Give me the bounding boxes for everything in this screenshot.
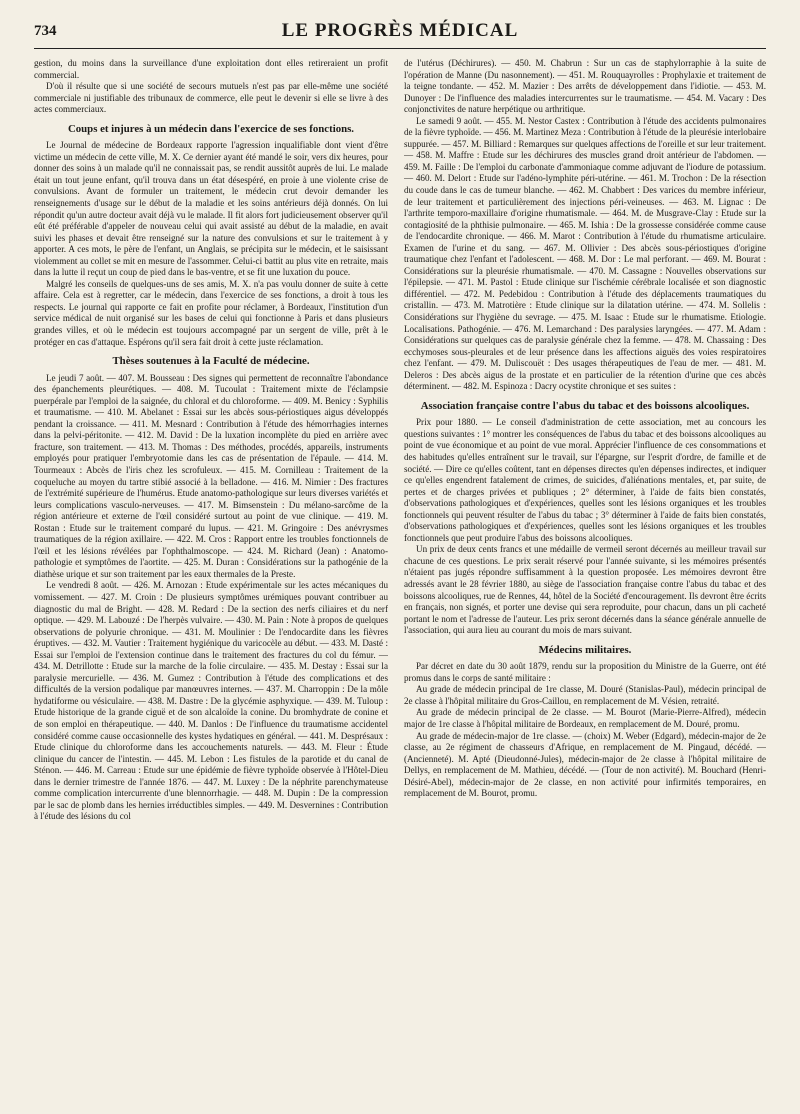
section-heading-coups: Coups et injures à un médecin dans l'exercice de ses fonctions. (67, 122, 355, 135)
paragraph: Le Journal de médecine de Bordeaux rapporte l'agression inqualifiable dont vient d'être victime un médecin de cette ville, M. X. Ce dernier ayant été mandé le soir, vers dix heures, pour donner des soins à un malade qu'il ne connaissait pas, se rendit aussitôt auprès de lui. Le malade était un tout jeune enfant, qu'il trouva dans un état désespéré, en proie à une violente crise de convulsions. Avant de formuler un traitement, le médecin crut devoir demander les renseignements d'usage sur le début de la maladie et les soins antérieurs déjà donnés. On lui répondit qu'un autre docteur avait déjà vu le malade. Il fit alors fort judicieusement observer qu'il eût été préférable d'appeler de nouveau celui qui avait assisté au début de la maladie, en avait suivi les phases et devait être renseigné sur la nature des convulsions et sur le traitement à y apporter. A ces mots, le père de l'enfant, un Anglais, se précipita sur le médecin, et le saisissant violemment au collet se mit en mesure de l'assommer. Celui-ci battit au plus vite en retraite, mais dans la lutte il reçut un coup de pied dans le bas-ventre, et se fit une luxation du pouce. (34, 140, 388, 278)
paragraph: Le jeudi 7 août. — 407. M. Bousseau : Des signes qui permettent de reconnaître l'abondance des épanchements pleurétiques. — 408. M. Tucoulat : Traitement mixte de l'éclampsie puerpérale par l'emploi de la saignée, du chloral et du chloroforme. — 409. M. Benicy : Syphilis et traumatisme. — 410. M. Abelanet : Essai sur les abcès sous-périostiques aigus développés pendant la croissance. — 411. M. Mesnard : Contribution à l'étude des hémorrhagies internes dans la pelvi-péritonite. — 412. M. David : De la luxation incomplète du pied en arrière avec fracture, son traitement. — 413. M. Thomas : Des méthodes, procédés, appareils, instruments employés pour pratiquer l'embryotomie dans les cas de présentation de l'épaule. — 414. M. Tourmeaux : Abcès de l'iris chez les scrofuleux. — 415. M. Cornilleau : Traitement de la coqueluche au moyen du tartre stibié associé à la belladone. — 416. M. Nimier : Des fractures de l'extrémité supérieure de l'humérus. Etude anatomo-pathologique sur leurs diverses variétés et leurs complications vasculo-nerveuses. — 417. M. Bimsenstein : Du mélano-sarcôme de la région antérieure et externe de l'œil considéré surtout au point de vue clinique. — 419. M. Rostan : Etude sur le traitement comparé du lupus. — 421. M. Gringoire : Des anévrysmes traumatiques de la région axillaire. — 422. M. Cros : Rapport entre les troubles fonctionnels de l'œil et les lésions révélées par l'ophthalmoscope. — 424. M. Richard (Jean) : Anatomo-pathologie et symptômes de l'aortite. — 425. M. Duran : Considérations sur la pathogénie de la diathèse urique et sur son traitement par les eaux thermales de la Preste. (34, 372, 388, 579)
paragraph: D'où il résulte que si une société de secours mutuels n'est pas par elle-même une société commerciale ni justifiable des tribunaux de commerce, elle peut le devenir si elle se livre à des actes commerciaux. (34, 81, 388, 115)
paragraph: Au grade de médecin principal de 1re classe, M. Douré (Stanislas-Paul), médecin principal de 2e classe à l'hôpital militaire du Gros-Caillou, en remplacement de M. Vésien, retraité. (404, 684, 766, 706)
paragraph: Au grade de médecin-major de 1re classe. — (choix) M. Weber (Edgard), médecin-major de 2e classe, au 2e régiment de chasseurs d'Afrique, en remplacement de M. Pingaud, décédé. — (Ancienneté). M. Apté (Dieudonné-Jules), médecin-major de 2e classe à l'hôpital militaire de Dellys, en remplacement de M. Mathieu, décédé. — (Tour de non activité). M. Bouchard (Henri-Désiré-Abel), médecin-major de 2e classe, en non activité pour infirmités temporaires, en remplacement de M. Bourot, promu. (404, 730, 766, 799)
paragraph: Prix pour 1880. — Le conseil d'administration de cette association, met au concours les questions suivantes : 1° montrer les conséquences de l'abus du tabac et des boissons alcooliques au point de vue économique et au point de vue moral. Apprécier l'influence de ces consommations et des habitudes qu'elles entraînent sur le travail, sur l'épargne, sur l'esprit d'ordre, de famille et de société. — Dire ce qu'elles coûtent, tant en dépenses directes qu'en dépenses indirectes, et indiquer ce qu'elles engendrent fatalement de crimes, de suicides, d'aliénations mentales, et, par suite, de pertes et de charges privées et publiques ; 2° déterminer, à l'aide de faits bien constatés, d'observations pathologiques et d'expériences, quelles sont les lésions organiques et les troubles fonctionnels qui peuvent résulter de l'abus du tabac ; 3° déterminer à l'aide de faits bien constatés, d'observations pathologiques et d'expériences, quelles sont les lésions organiques et les troubles fonctionnels que peut produire l'abus des boissons alcooliques. (404, 417, 766, 543)
page-number: 734 (34, 23, 57, 39)
paragraph: Un prix de deux cents francs et une médaille de vermeil seront décernés au meilleur travail sur chacune de ces questions. Le prix serait réservé pour l'année suivante, si les mémoires présentés n'étaient pas jugés répondre suffisamment à la question proposée. Les mémoires devront être adressés avant le 28 février 1880, au siège de l'association française contre l'abus du tabac et des boissons alcooliques, rue de Rennes, 44, hôtel de la Société d'encouragement. Ils devront être écrits en français, non signés, et porter une devise qui sera reproduite, pour chacun, dans un pli cacheté portant le nom et l'adresse de l'auteur. Les prix seront décernés dans la séance générale annuelle de l'association, qui aura lieu au courant du mois de mars suivant. (404, 544, 766, 636)
right-column (404, 58, 766, 1104)
section-heading-association: Association française contre l'abus du tabac et des boissons alcooliques. (420, 399, 750, 412)
paragraph: Le vendredi 8 août. — 426. M. Arnozan : Etude expérimentale sur les actes mécaniques du vomissement. — 427. M. Croin : De plusieurs symptômes urémiques pouvant contribuer au diagnostic du mal de Bright. — 428. M. Redard : De la section des nerfs ciliaires et du nerf optique. — 429. M. Labouzé : De l'herpès vulvaire. — 430. M. Pain : Note à propos de quelques observations de polyurie chronique. — 431. M. Moulinier : De l'endocardite dans les fièvres éruptives. — 432. M. Vautier : Traitement hygiénique du varicocèle au début. — 433. M. Dasté : Essai sur l'emploi de l'extension continue dans le traitement des fractures du col du fémur. — 434. M. Detrillotte : Etude sur la marche de la folie circulaire. — 435. M. Destay : Essai sur la paralysie mercurielle. — 436. M. Gumez : Contribution à l'étude des complications et des difficultés de la version podalique par manœuvres internes. — 437. M. Charroppin : De la môle hydatiforme ou vésiculaire. — 438. M. Dastre : De la glycémie asphyxique. — 439. M. Tuloup : Etude historique de la grande ciguë et de son alcaloïde la conine. Du bromhydrate de conine et de son emploi en thérapeutique. — 440. M. Danlos : De l'influence du traumatisme accidentel considéré comme cause occasionnelle des kystes hydatiques en général. — 441. M. Desprésaux : Etude clinique du chloroforme dans les accouchements naturels. — 443. M. Fleur : Étude clinique du cancer de l'intestin. — 445. M. Lebon : Les fistules de la parotide et du canal de Sténon. — 446. M. Carreau : Etude sur une épidémie de fièvre typhoïde observée à l'Hôtel-Dieu dans le dernier trimestre de l'année 1876. — 447. M. Luxey : De la néphrite parenchymateuse comme complication intercurrente d'une blennorrhagie. — 448. M. Dupin : De la compression par le sac de plomb dans les hernies irréductibles simples. — 449. M. Desvernines : Contribution à l'étude des lésions du col (34, 580, 388, 822)
section-heading-medecins: Médecins militaires. (538, 643, 632, 656)
left-column (34, 58, 388, 1104)
paragraph: Au grade de médecin principal de 2e classe. — M. Bourot (Marie-Pierre-Alfred), médecin major de 1re classe à l'hôpital militaire de Bordeaux, en remplacement de M. Douré, promu. (404, 707, 766, 729)
paragraph: gestion, du moins dans la surveillance d'une exploitation dont elles retireraient un profit commercial. (34, 58, 388, 80)
section-heading-theses: Thèses soutenues à la Faculté de médecine. (112, 355, 310, 368)
paragraph: Par décret en date du 30 août 1879, rendu sur la proposition du Ministre de la Guerre, ont été promus dans le corps de santé militaire : (404, 661, 766, 683)
paragraph: de l'utérus (Déchirures). — 450. M. Chabrun : Sur un cas de staphylorraphie à la suite de l'opération de Manne (Du nasonnement). — 451. M. Rouquayrolles : Prophylaxie et traitement de la teigne tondante. — 452. M. Mazier : Des arrêts de développement dans l'idiotie. — 453. M. Dunoyer : De l'influence des maladies intercurrentes sur le traumatisme. — 454. M. Vacary : Des conjonctivites de nature herpétique ou arthritique. (404, 58, 766, 115)
paragraph: Malgré les conseils de quelques-uns de ses amis, M. X. n'a pas voulu donner de suite à cette affaire. Cela est à regretter, car le médecin, dans l'exercice de ses fonctions, a droit à tous les respects. Le journal qui rapporte ce fait en profite pour réclamer, à Bordeaux, l'institution d'un service médical de nuit organisé sur les bases de celui qui fonctionne à Paris et dans plusieurs grandes villes, et où le médecin est toujours accompagné par un sergent de ville, prêt à le protéger en cas d'attaque. Espérons qu'il sera fait droit à cette juste réclamation. (34, 278, 388, 347)
paragraph: Le samedi 9 août. — 455. M. Nestor Castex : Contribution à l'étude des accidents pulmonaires de la fièvre typhoïde. — 456. M. Martinez Meza : Contribution à l'étude de la pleurésie interlobaire suppurée. — 457. M. Billiard : Remarques sur quelques affections de l'oreille et sur leur traitement. — 458. M. Maffre : Etude sur les déchirures des muscles grand droit antérieur de l'abdomen. — 459. M. Faille : De l'emploi du carbonate d'ammoniaque comme adjuvant de l'iodure de potassium. — 460. M. Delort : Etude sur l'adéno-lymphite péri-utérine. — 461. M. Trochon : De la résection du coude dans le cas de tumeur blanche. — 462. M. Chabbert : Des varices du membre inférieur, de leur traitement et particulièrement des injections péri-veineuses. — 463. M. Lignac : De l'arthrite temporo-maxillaire d'origine rhumatismale. — 464. M. de Musgrave-Clay : Etude sur la contagiosité de la phthisie pulmonaire. — 465. M. Ishia : De la grossesse considérée comme cause de l'endocardite chronique. — 466. M. Marot : Contribution à l'étude du rhumatisme articulaire. Examen de l'urine et du sang. — 467. M. Ollivier : Des abcès sous-périostiques d'origine traumatique chez l'enfant et l'adolescent. — 468. M. Dor : Le mal perforant. — 469. M. Bourat : Considérations sur la pleurésie rhumatismale. — 470. M. Cassagne : Nouvelles observations sur l'épilepsie. — 471. M. Pastol : Etude clinique sur l'ischémie cérébrale localisée et son diagnostic différentiel. — 472. M. Pedebidou : Contribution à l'étude des déplacements traumatiques du cristallin. — 473. M. Matrotière : Etude clinique sur la dilatation utérine. — 474. M. Sollelis : Considérations sur l'hygiène du sevrage. — 475. M. Isaac : Etude sur le rhumatisme. Etiologie. Localisations. Pathogénie. — 476. M. Lemarchand : Des paralysies laryngées. — 477. M. Adam : Considérations sur quelques cas de paralysie générale chez la femme. — 478. M. Chassaing : Des ecchymoses sous-pleurales et de leur présence dans les affections aiguës des voies respiratoires chez l'enfant. — 479. M. Duliscouët : Des usages thérapeutiques de l'eau de mer. — 481. M. Deleros : Des abcès aigus de la prostate et en particulier de la rétention d'urine que ces abcès déterminent. — 482. M. Espinoza : Dacry ocystite chronique et ses suites : (404, 115, 766, 392)
journal-title: LE PROGRÈS MÉDICAL (281, 20, 519, 41)
page-header (34, 18, 766, 49)
